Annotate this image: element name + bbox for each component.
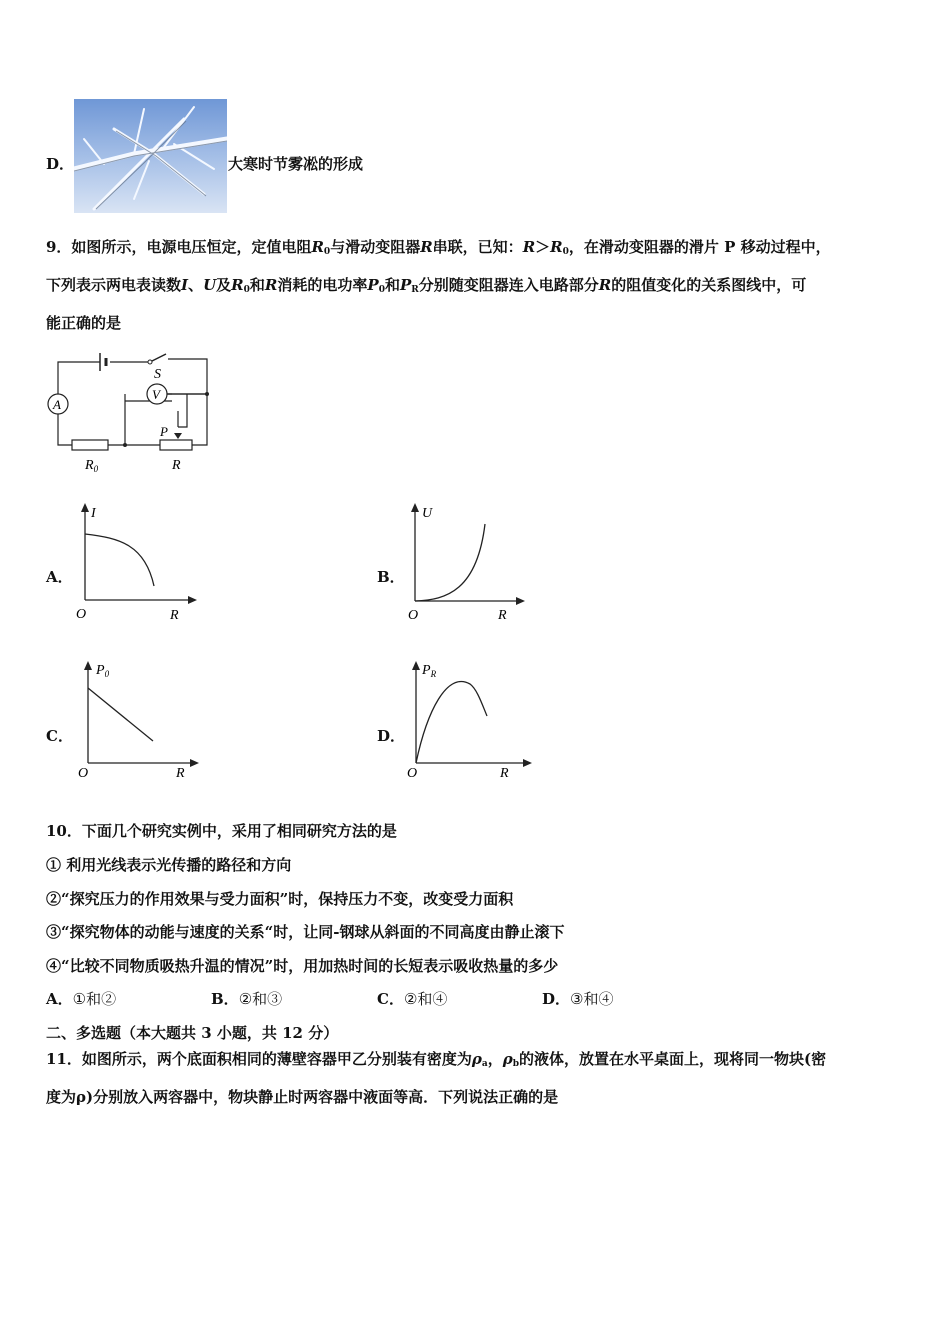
q10-item-2: ②“探究压力的作用效果与受力面积”时，保持压力不变，改变受力面积 xyxy=(46,890,514,908)
q9-stem-line2: 下列表示两电表读数I、U及$R_0$和R消耗的电功率$P_0$和$P_R$分别随变阻器连入电路部分R的阻值变化的关系图线中，可 xyxy=(46,276,807,295)
voltmeter-label: V xyxy=(152,387,160,402)
section-2-title: 二、多选题（本大题共 3 小题，共 12 分） xyxy=(46,1024,339,1042)
q10-choice-c[interactable]: C．②和④ xyxy=(377,990,448,1008)
q10-choice-a[interactable]: A．①和② xyxy=(46,990,117,1008)
svg-text:PR: $P_R$ xyxy=(422,663,437,679)
q10-choice-b[interactable]: B．②和③ xyxy=(211,990,283,1008)
svg-text:P0: $P_0$ xyxy=(96,663,110,679)
q9-circuit-diagram xyxy=(40,342,220,478)
q9-option-a-label[interactable]: A． xyxy=(46,568,73,586)
q11-stem-line1: 11．如图所示，两个底面积相同的薄壁容器甲乙分别装有密度为$\rho_a$，$\rho_b$的液体，放置在水平桌面上，现将同一物块(密 xyxy=(46,1050,827,1069)
q11-stem-line2: 度为ρ)分别放入两容器中，物块静止时两容器中液面等高．下列说法正确的是 xyxy=(46,1088,559,1106)
r0-label: $R_0$ xyxy=(85,458,99,474)
q10-stem: 10．下面几个研究实例中，采用了相同研究方法的是 xyxy=(46,822,397,840)
q9-option-b-label[interactable]: B． xyxy=(377,568,405,586)
ammeter-label: A xyxy=(53,397,61,412)
svg-text:R: R xyxy=(498,608,507,623)
q10-choice-d[interactable]: D．③和④ xyxy=(542,990,614,1008)
slider-label: P xyxy=(160,424,168,439)
svg-text:O: O xyxy=(76,607,87,622)
q9-stem-line3: 能正确的是 xyxy=(46,314,122,332)
r-label: R xyxy=(172,458,181,473)
q9-option-c-graph xyxy=(72,656,202,781)
svg-text:R: R xyxy=(170,608,179,623)
switch-label: S xyxy=(154,367,161,382)
svg-text:I: I xyxy=(91,506,96,521)
q8-option-d-label: D． xyxy=(46,155,75,173)
q10-item-4: ④“比较不同物质吸热升温的情况”时，用加热时间的长短表示吸收热量的多少 xyxy=(46,957,559,975)
svg-text:R: R xyxy=(176,766,185,781)
q10-item-3: ③“探究物体的动能与速度的关系“时，让同-钢球从斜面的不同高度由静止滚下 xyxy=(46,923,565,941)
q9-option-a-graph xyxy=(70,500,200,625)
q9-option-d-graph xyxy=(402,656,537,781)
svg-text:O: O xyxy=(408,608,419,623)
q10-item-1: ① 利用光线表示光传播的路径和方向 xyxy=(46,856,292,874)
q9-stem-line1: 9．如图所示，电源电压恒定，定值电阻$R_0$与滑动变阻器R串联，已知：$R>R_0$，在滑动变阻器的滑片 P 移动过程中， xyxy=(46,238,831,257)
svg-text:O: O xyxy=(407,766,418,781)
svg-text:O: O xyxy=(78,766,89,781)
q9-option-b-graph xyxy=(402,500,532,625)
q9-option-c-label[interactable]: C． xyxy=(46,727,73,745)
svg-text:R: R xyxy=(500,766,509,781)
svg-text:U: U xyxy=(422,506,433,521)
q9-option-d-label[interactable]: D． xyxy=(377,727,406,745)
rime-frost-photo xyxy=(74,99,227,213)
q8-option-d-text: 大寒时节雾凇的形成 xyxy=(228,155,364,173)
